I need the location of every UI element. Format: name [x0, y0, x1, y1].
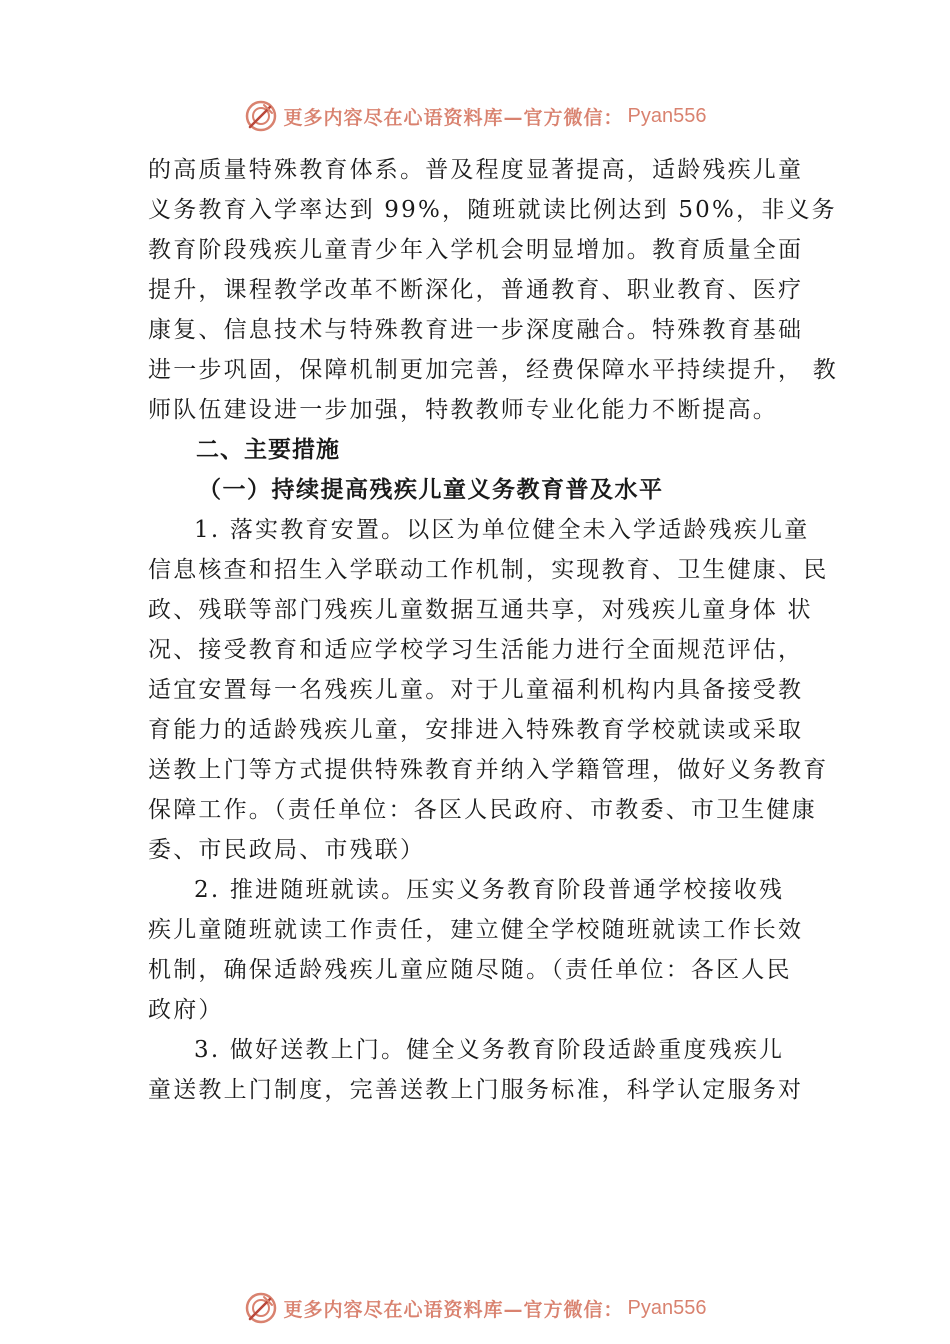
paragraph-line: 教育阶段残疾儿童青少年入学机会明显增加。教育质量全面 [148, 237, 804, 263]
paragraph-line: 1. 落实教育安置。以区为单位健全未入学适龄残疾儿童 [194, 517, 810, 543]
paragraph-line: 政、残联等部门残疾儿童数据互通共享，对残疾儿童身体 状 [148, 597, 813, 623]
paragraph-line: 3. 做好送教上门。健全义务教育阶段适龄重度残疾儿 [194, 1037, 785, 1063]
paragraph-line: 政府） [148, 997, 224, 1023]
paragraph-line: 机制，确保适龄残疾儿童应随尽随。（责任单位：各区人民 [148, 957, 792, 983]
paragraph-line: 师队伍建设进一步加强，特教教师专业化能力不断提高。 [148, 397, 778, 423]
subsection-heading: （一）持续提高残疾儿童义务教育普及水平 [198, 476, 664, 503]
paragraph-line: 送教上门等方式提供特殊教育并纳入学籍管理，做好义务教育 [148, 757, 829, 783]
watermark-text: 更多内容尽在心语资料库—官方微信： [283, 106, 624, 129]
paragraph-line: 育能力的适龄残疾儿童，安排进入特殊教育学校就读或采取 [148, 717, 804, 743]
paragraph-line: 委、市民政局、市残联） [148, 837, 426, 863]
paragraph-line: 进一步巩固，保障机制更加完善，经费保障水平持续提升， 教 [148, 357, 838, 383]
watermark-header [0, 96, 950, 136]
section-heading: 二、主要措施 [196, 437, 340, 463]
paragraph-line: 信息核查和招生入学联动工作机制，实现教育、卫生健康、民 [148, 557, 829, 583]
paragraph-line: 适宜安置每一名残疾儿童。对于儿童福利机构内具备接受教 [148, 677, 804, 703]
paragraph-line: 疾儿童随班就读工作责任，建立健全学校随班就读工作长效 [148, 917, 804, 943]
logo-icon [244, 1291, 278, 1325]
paragraph-line: 况、接受教育和适应学校学习生活能力进行全面规范评估， [148, 637, 804, 663]
paragraph-line: 康复、信息技术与特殊教育进一步深度融合。特殊教育基础 [148, 317, 804, 343]
watermark-wechat-id: Pyan556 [627, 1296, 707, 1319]
paragraph-line: 保障工作。（责任单位：各区人民政府、市教委、市卫生健康 [148, 797, 817, 823]
logo-icon [244, 99, 278, 133]
paragraph-line: 的高质量特殊教育体系。普及程度显著提高，适龄残疾儿童 [148, 157, 804, 183]
watermark-footer [0, 1288, 950, 1328]
paragraph-line: 2. 推进随班就读。压实义务教育阶段普通学校接收残 [194, 877, 785, 903]
document-body [148, 150, 848, 1110]
paragraph-line: 提升，课程教学改革不断深化，普通教育、职业教育、医疗 [148, 277, 804, 303]
watermark-text: 更多内容尽在心语资料库—官方微信： [283, 1298, 624, 1321]
paragraph-line: 义务教育入学率达到 99%，随班就读比例达到 50%，非义务 [148, 197, 837, 223]
paragraph-line: 童送教上门制度，完善送教上门服务标准，科学认定服务对 [148, 1077, 804, 1103]
watermark-wechat-id: Pyan556 [627, 104, 707, 127]
